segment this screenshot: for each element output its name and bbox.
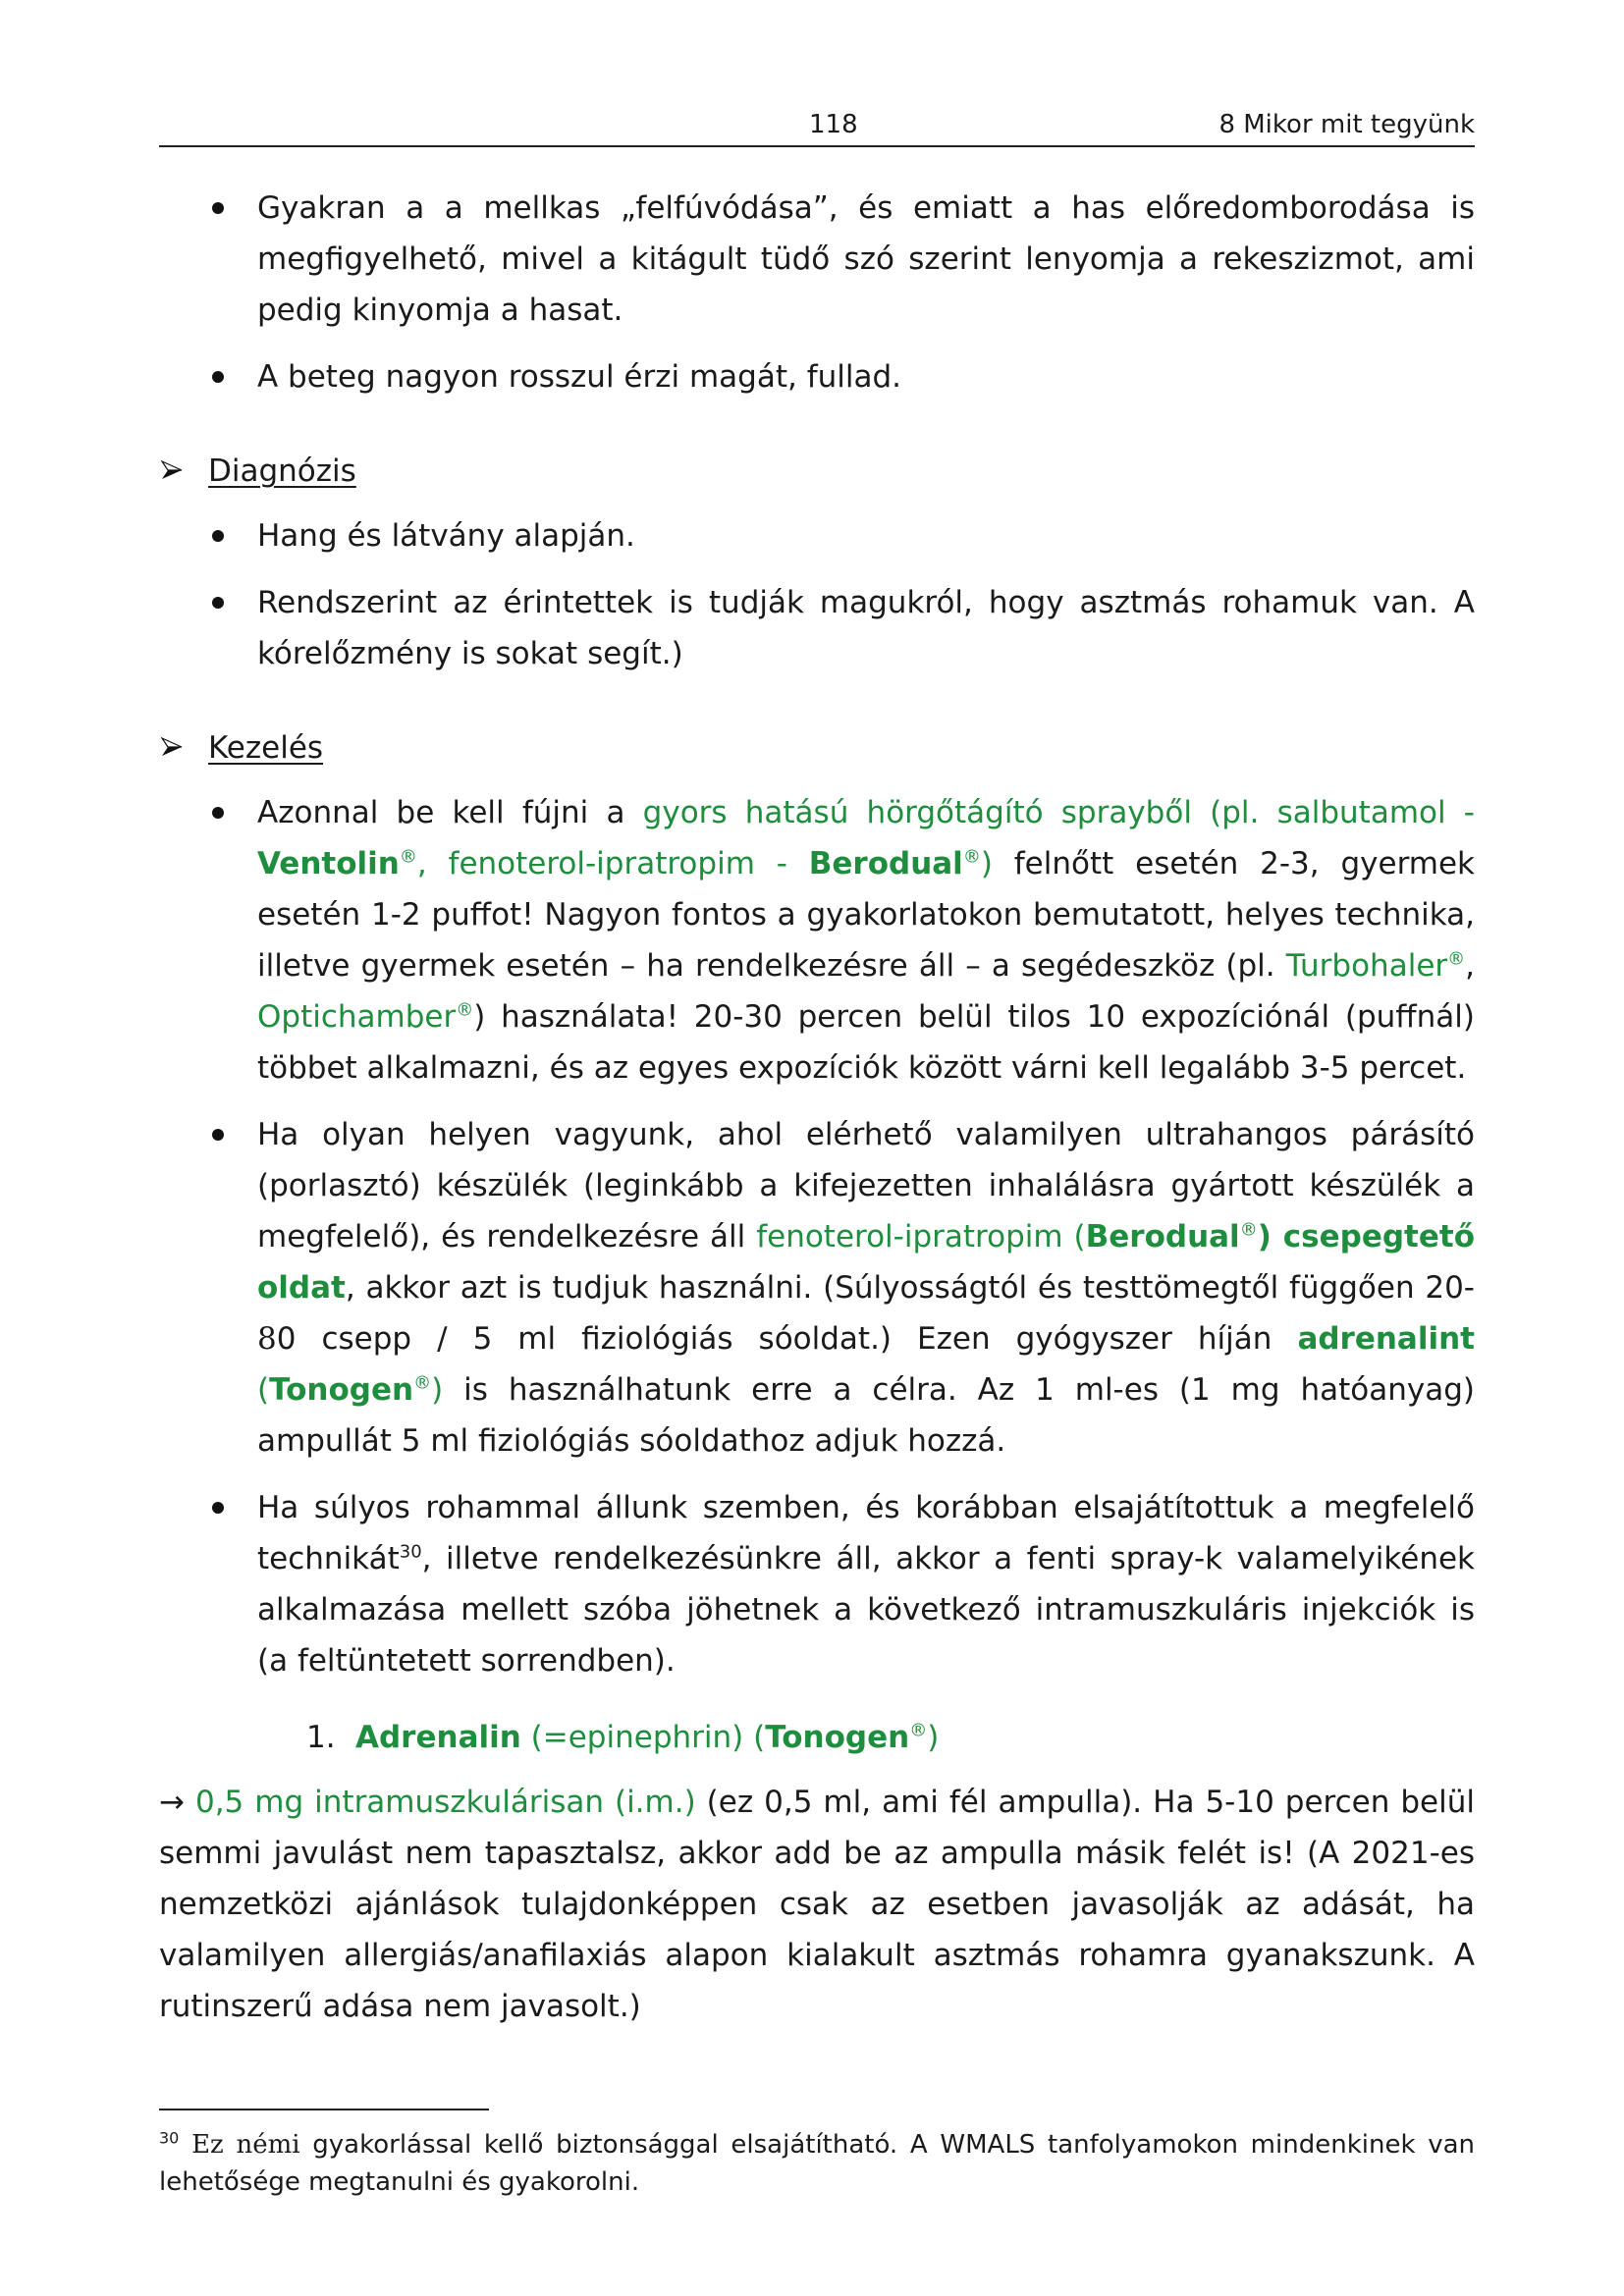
- drug-name: Berodual: [808, 846, 963, 881]
- footnote-divider: [159, 2109, 489, 2110]
- page-header: [159, 106, 1475, 147]
- drug-name: Adrenalin: [355, 1720, 521, 1755]
- section-heading-diagnosis: Diagnózis: [159, 446, 1475, 497]
- bullet-icon: [212, 371, 224, 383]
- drug-name: Berodual: [1085, 1219, 1240, 1255]
- numbered-item: 1. Adrenalin (=epinephrin) (Tonogen®): [159, 1712, 1475, 1763]
- footnote: $^{30}$ Ez némi gyakorlással kellő biztonsággal elsajátítható. A WMALS tanfolyamokon mindenkinek van lehetősége megtanulni és gyakorolni.: [159, 2128, 1476, 2197]
- list-item: Rendszerint az érintettek is tudják magukról, hogy asztmás rohamuk van. A kórelőzmény is sokat segít.): [159, 577, 1475, 679]
- bullet-icon: [212, 807, 224, 819]
- drug-name: Tonogen: [765, 1720, 910, 1755]
- list-item: Ha súlyos rohammal állunk szemben, és korábban elsajátítottuk a megfelelő technikát$^{30}$, illetve rendelkezésünkre áll, akkor a fenti spray-k valamelyikének alkalmazása mellett szóba jöhetnek a következő intramuszkuláris injekciók is (a feltüntetett sorrendben).: [159, 1482, 1475, 1686]
- section-heading-treatment: Kezelés: [159, 722, 1475, 774]
- bullet-icon: [212, 202, 224, 214]
- page-number: 118: [809, 110, 858, 139]
- bullet-icon: [212, 1502, 224, 1514]
- bullet-icon: [212, 1129, 224, 1141]
- right-arrow-icon: →: [159, 1785, 195, 1820]
- list-item: Gyakran a a mellkas „felfúvódása”, és emiatt a has előredomborodása is megfigyelhető, mivel a kitágult tüdő szó szerint lenyomja a rekeszizmot, ami pedig kinyomja a hasat.: [159, 183, 1475, 336]
- dose-paragraph: → 0,5 mg intramuszkulárisan (i.m.) (ez 0,5 ml, ami fél ampulla). Ha 5-10 percen belül semmi javulást nem tapasztalsz, akkor add be az ampulla másik felét is! (A 2021-es nemzetközi ajánlások tulajdonképpen csak az esetben javasolják az adását, ha valamilyen allergiás/anafilaxiás alapon kialakult asztmás rohamra gyanakszunk. A rutinszerű adása nem javasolt.): [159, 1785, 1475, 2024]
- list-item: A beteg nagyon rosszul érzi magát, fullad.: [159, 351, 1475, 402]
- drug-name: Ventolin: [257, 846, 400, 881]
- chapter-title: 8 Mikor mit tegyünk: [1218, 110, 1475, 139]
- page-content: [159, 183, 1475, 2032]
- bullet-icon: [212, 530, 224, 542]
- footnote-number: 30: [159, 2128, 180, 2148]
- bullet-icon: [212, 597, 224, 609]
- drug-name: Tonogen: [269, 1372, 414, 1408]
- arrowhead-icon: [161, 459, 183, 481]
- list-item: Azonnal be kell fújni a gyors hatású hörgőtágító sprayből (pl. salbutamol - Ventolin®, fenoterol-ipratropim - Berodual®) felnőtt esetén 2-3, gyermek esetén 1-2 puffot! Nagyon fontos a gyakorlatokon bemutatott, helyes technika, illetve gyermek esetén – ha rendelkezésre áll – a segédeszköz (pl. Turbohaler®, Optichamber®) használata! 20-30 percen belül tilos 10 expozíciónál (puffnál) többet alkalmazni, és az egyes expozíciók között várni kell legalább 3-5 percet.: [159, 787, 1475, 1094]
- list-item: Ha olyan helyen vagyunk, ahol elérhető valamilyen ultrahangos párásító (porlasztó) készülék (leginkább a kifejezetten inhalálásra gyártott készülék a megfelelő), és rendelkezésre áll fenoterol-ipratropim (Berodual®) csepegtető oldat, akkor azt is tudjuk használni. (Súlyosságtól és testtömegtől függően 20-80 csepp / 5 ml fiziológiás sóoldat.) Ezen gyógyszer híján adrenalint (Tonogen®) is használhatunk erre a célra. Az 1 ml-es (1 mg hatóanyag) ampullát 5 ml fiziológiás sóoldathoz adjuk hozzá.: [159, 1109, 1475, 1467]
- arrowhead-icon: [161, 736, 183, 758]
- drug-name: adrenalint: [1297, 1321, 1475, 1357]
- footnote-reference[interactable]: 30: [399, 1541, 422, 1563]
- item-number: 1.: [306, 1720, 336, 1755]
- list-item: Hang és látvány alapján.: [159, 510, 1475, 561]
